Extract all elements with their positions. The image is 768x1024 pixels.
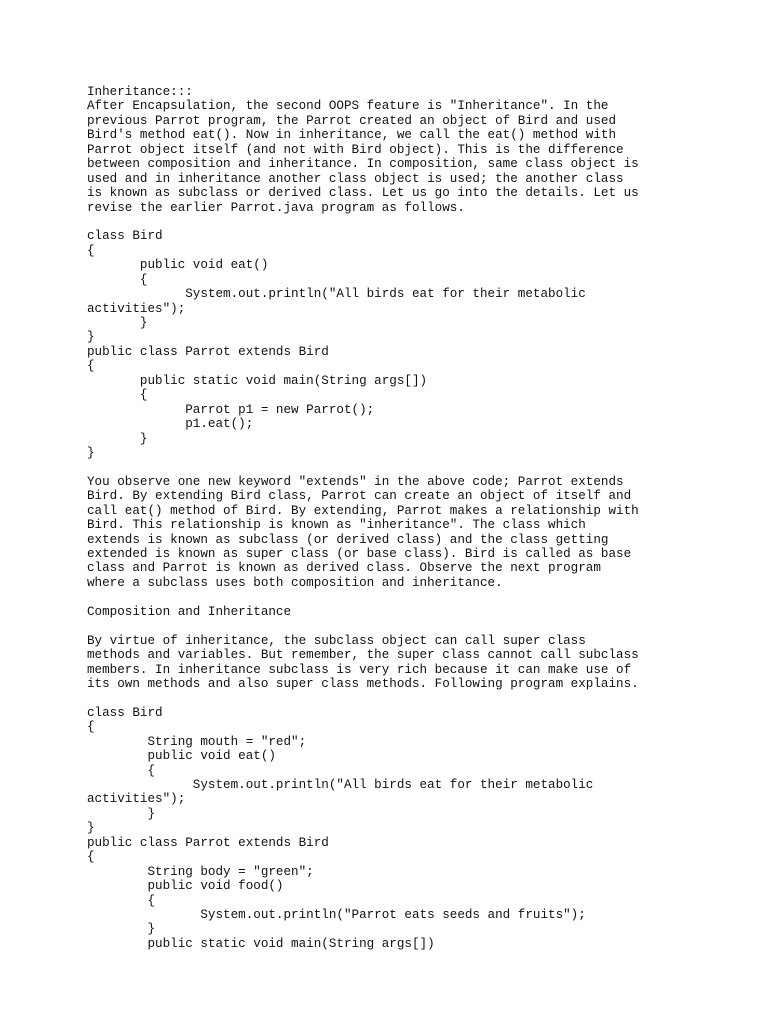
document-line: }	[87, 922, 156, 937]
document-line: Composition and Inheritance	[87, 604, 292, 619]
document-line: public void food()	[87, 879, 284, 894]
document-line: {	[87, 893, 156, 908]
document-line: {	[87, 272, 148, 287]
document-line: Bird. This relationship is known as "inheritance". The class which	[87, 518, 586, 533]
document-line: Bird's method eat(). Now in inheritance, we call the eat() method with	[87, 128, 617, 143]
document-line: System.out.println("Parrot eats seeds and fruits");	[87, 907, 586, 922]
document-line: is known as subclass or derived class. Let us go into the details. Let us	[87, 186, 639, 201]
document-line: }	[87, 316, 148, 330]
document-line: public class Parrot extends Bird	[87, 344, 329, 359]
document-line: between composition and inheritance. In composition, same class object is	[87, 157, 639, 172]
document-line: class Bird	[87, 229, 163, 244]
document-line: public static void main(String args[])	[87, 373, 428, 388]
document-line: By virtue of inheritance, the subclass object can call super class	[87, 633, 586, 648]
document-line: its own methods and also super class methods. Following program explains.	[87, 676, 639, 691]
document-line: public void eat()	[87, 749, 276, 764]
document-line: activities");	[87, 301, 186, 316]
document-line: System.out.println("All birds eat for their metabolic	[87, 287, 586, 302]
document-line: }	[87, 330, 95, 345]
document-line	[87, 691, 727, 705]
document-line	[87, 215, 727, 229]
document-line: class and Parrot is known as derived class. Observe the next program	[87, 561, 601, 576]
document-line: activities");	[87, 792, 186, 807]
document-line: {	[87, 359, 95, 374]
document-line: Parrot p1 = new Parrot();	[87, 402, 375, 417]
document-line: }	[87, 431, 148, 446]
document-line: revise the earlier Parrot.java program as follows.	[87, 200, 465, 215]
document-body	[87, 85, 727, 951]
document-line	[87, 460, 727, 474]
document-line: class Bird	[87, 705, 163, 720]
document-line: {	[87, 243, 95, 258]
document-line: members. In inheritance subclass is very rich because it can make use of	[87, 662, 632, 677]
document-line: {	[87, 763, 156, 778]
document-line: {	[87, 720, 95, 735]
document-line: methods and variables. But remember, the super class cannot call subclass	[87, 648, 639, 663]
document-line: public static void main(String args[])	[87, 936, 435, 951]
document-line: String body = "green";	[87, 864, 314, 879]
document-line: Parrot object itself (and not with Bird object). This is the difference	[87, 142, 624, 157]
document-line: After Encapsulation, the second OOPS feature is "Inheritance". In the	[87, 99, 609, 114]
document-line: public class Parrot extends Bird	[87, 835, 329, 850]
document-line: {	[87, 850, 95, 865]
document-line: public void eat()	[87, 258, 269, 273]
document-line: String mouth = "red";	[87, 734, 307, 749]
document-line: p1.eat();	[87, 417, 254, 432]
document-line: extended is known as super class (or base class). Bird is called as base	[87, 547, 632, 561]
document-line: extends is known as subclass (or derived class) and the class getting	[87, 532, 609, 547]
document-line: }	[87, 806, 156, 821]
document-line: }	[87, 821, 95, 836]
document-line: Bird. By extending Bird class, Parrot can create an object of itself and	[87, 489, 632, 504]
document-line: where a subclass uses both composition and inheritance.	[87, 575, 503, 590]
document-line: }	[87, 445, 95, 460]
document-line: previous Parrot program, the Parrot created an object of Bird and used	[87, 113, 617, 128]
document-line	[87, 619, 727, 633]
document-line: used and in inheritance another class object is used; the another class	[87, 171, 624, 186]
document-line: You observe one new keyword "extends" in the above code; Parrot extends	[87, 474, 624, 489]
document-line	[87, 590, 727, 604]
document-line: System.out.println("All birds eat for their metabolic	[87, 778, 594, 792]
document-line: Inheritance:::	[87, 85, 193, 99]
document-line: call eat() method of Bird. By extending, Parrot makes a relationship with	[87, 503, 639, 518]
document-line: {	[87, 388, 148, 403]
